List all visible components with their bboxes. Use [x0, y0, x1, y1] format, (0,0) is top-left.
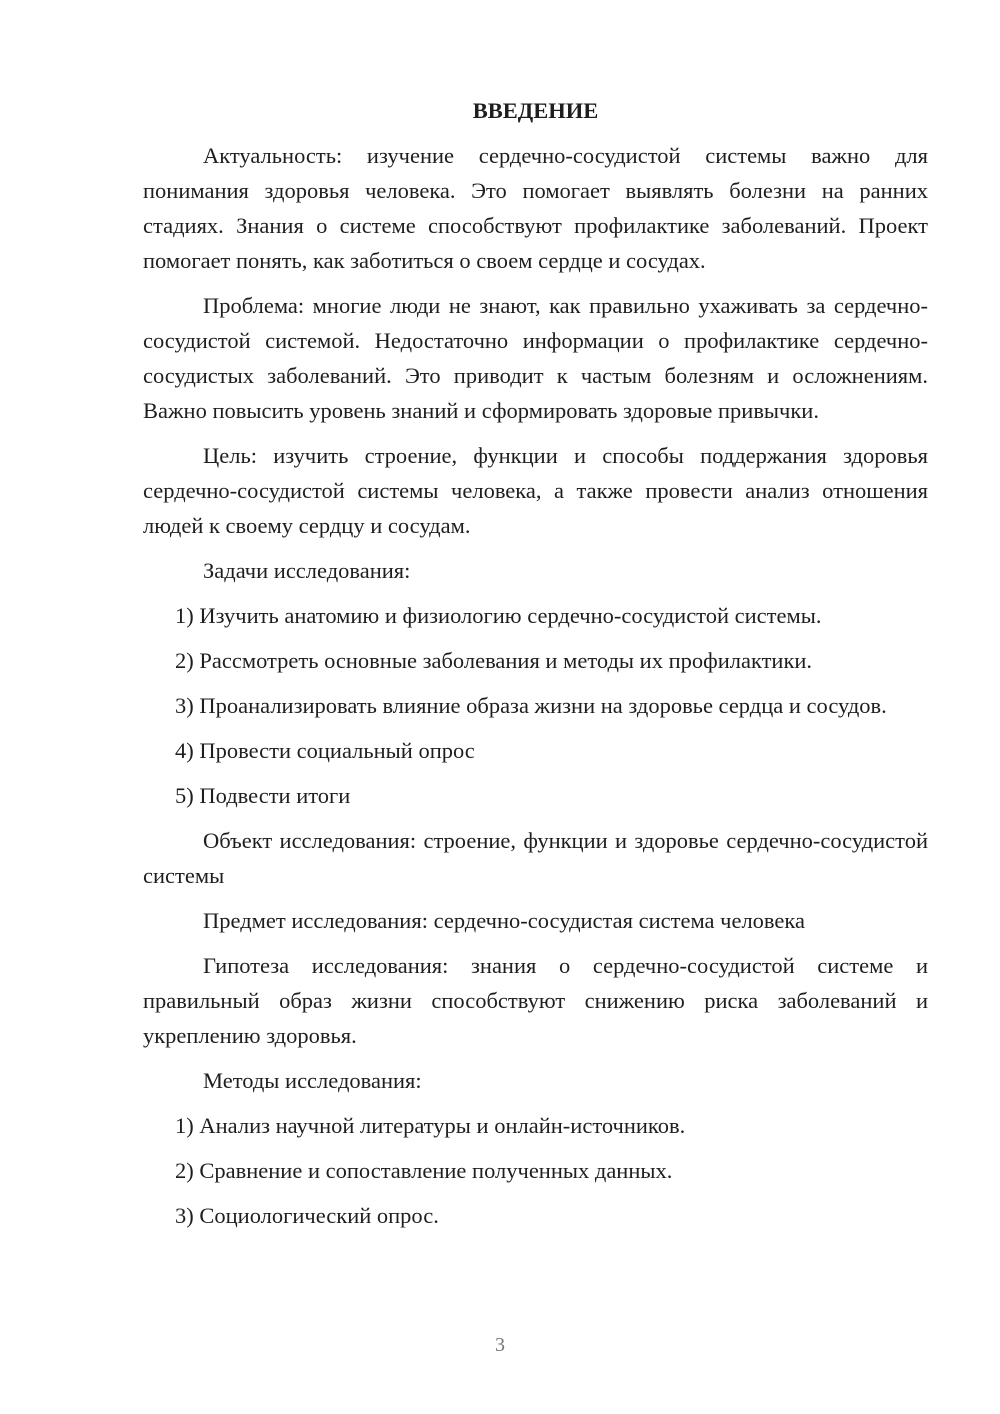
task-item: 2) Рассмотреть основные заболевания и методы их профилактики.: [175, 648, 813, 673]
page-number: 3: [495, 1334, 505, 1356]
tasks-heading: Задачи исследования:: [203, 558, 411, 583]
method-item: 1) Анализ научной литературы и онлайн-источников.: [175, 1113, 686, 1138]
relevance-paragraph: Актуальность: изучение сердечно-сосудистой системы важно для понимания здоровья человека. Это помогает выявлять болезни на ранних стадиях. Знания о системе способствуют профилактике заболеваний. Проект помогает понять, как заботиться о своем сердце и сосудах.: [143, 143, 928, 273]
method-item: 3) Социологический опрос.: [175, 1203, 439, 1228]
task-item: 1) Изучить анатомию и физиологию сердечно-сосудистой системы.: [175, 603, 822, 628]
document-page: [143, 96, 928, 1243]
section-title: ВВЕДЕНИЕ: [472, 98, 599, 123]
method-item: 2) Сравнение и сопоставление полученных данных.: [175, 1158, 673, 1183]
goal-paragraph: Цель: изучить строение, функции и способы поддержания здоровья сердечно-сосудистой системы человека, а также провести анализ отношения людей к своему сердцу и сосудам.: [143, 443, 928, 538]
task-item: 3) Проанализировать влияние образа жизни на здоровье сердца и сосудов.: [175, 693, 887, 718]
problem-paragraph: Проблема: многие люди не знают, как правильно ухаживать за сердечно-сосудистой системой. Недостаточно информации о профилактике сердечно-сосудистых заболеваний. Это приводит к частым болезням и осложнениям. Важно повысить уровень знаний и сформировать здоровые привычки.: [143, 293, 928, 423]
subject-paragraph: Предмет исследования: сердечно-сосудистая система человека: [203, 908, 805, 933]
object-paragraph: Объект исследования: строение, функции и здоровье сердечно-сосудистой системы: [143, 828, 928, 888]
hypothesis-paragraph: Гипотеза исследования: знания о сердечно-сосудистой системе и правильный образ жизни способствуют снижению риска заболеваний и укреплению здоровья.: [143, 953, 928, 1048]
task-item: 5) Подвести итоги: [175, 783, 351, 808]
methods-heading: Методы исследования:: [203, 1068, 422, 1093]
task-item: 4) Провести социальный опрос: [175, 738, 475, 763]
